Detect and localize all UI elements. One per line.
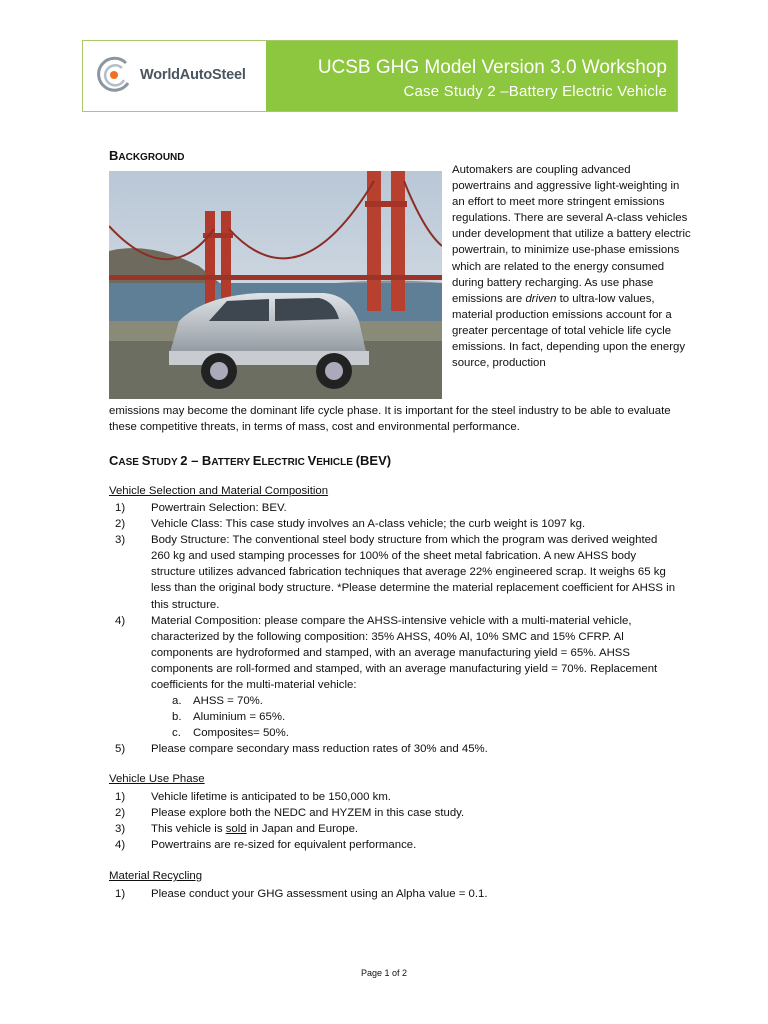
list-item: 3) This vehicle is sold in Japan and Europe. — [115, 823, 359, 836]
list-item: 2) Vehicle Class: This case study involves an A-class vehicle; the curb weight is 1097 kg. — [115, 518, 586, 531]
replacement-coefficients-list — [172, 693, 679, 741]
list-item: 1) Please conduct your GHG assessment using an Alpha value = 0.1. — [115, 888, 488, 900]
sub-list-item: b. Aluminium = 65%. — [172, 711, 286, 724]
section-title-use-phase: Vehicle Use Phase — [109, 773, 205, 785]
list-item: 2) Please explore both the NEDC and HYZEM in this case study. — [115, 807, 465, 820]
list-item: 4) Powertrains are re-sized for equivalent performance. — [115, 839, 417, 852]
background-paragraph-wrap: Automakers are coupling advanced powertrains and aggressive light-weighting in an effort to meet more stringent emissions regulations. There are several A-class vehicles under development that utilize a battery electric powertrain, to minimize use-phase emissions which are related to the energy consumed during battery recharging. As use phase emissions are driven to ultra-low values, material production emissions account for a greater percentage of total vehicle life cycle emissions. In fact, depending upon the energy source, production — [452, 164, 691, 370]
section-title-recycling: Material Recycling — [109, 870, 203, 882]
header-banner — [82, 40, 678, 112]
background-heading: BACKGROUND — [109, 148, 185, 163]
worldautosteel-logo-icon — [94, 55, 134, 95]
list-item: 1) Vehicle lifetime is anticipated to be 150,000 km. — [115, 791, 391, 803]
selection-list — [109, 500, 679, 758]
sub-list-item: c. Composites= 50%. — [172, 727, 289, 740]
header-title: UCSB GHG Model Version 3.0 Workshop — [317, 57, 667, 78]
header-subtitle: Case Study 2 –Battery Electric Vehicle — [403, 83, 667, 100]
list-item: 3) Body Structure: The conventional steel body structure from which the program was derived weighted 260 kg and used stamping processes for 100% of the sheet metal fabrication. A new AHSS body structure utilizes advanced fabrication techniques that average 22% engineered scrap. It weighs 65 kg less than the original body structure. *Please determine the material replacement coefficient for AHSS in this structure. — [115, 534, 676, 611]
list-item: 5) Please compare secondary mass reduction rates of 30% and 45%. — [115, 743, 488, 756]
case-study-heading: CASE STUDY 2 – BATTERY ELECTRIC VEHICLE (BEV) — [109, 453, 392, 468]
logo — [83, 41, 266, 111]
list-item: 4) Material Composition: please compare the AHSS-intensive vehicle with a multi-material vehicle, characterized by the following composition: 35% AHSS, 40% Al, 10% SMC and 15% CFRP. Al components are hydroformed and stamped, with an average manufacturing yield = 65%. AHSS components are roll-formed and stamped, with an average manufacturing yield = 70%. Replacement coefficients for the multi-material vehicle: a. AHSS = 70%. b. Aluminium = 65%. c. Composites= 50%. — [109, 613, 679, 742]
logo-text: WorldAutoSteel — [140, 67, 246, 83]
use-phase-list — [109, 789, 679, 853]
background-paragraph-continued: emissions may become the dominant life cycle phase. It is important for the steel industry to be able to evaluate these competitive threats, in terms of mass, cost and environmental performance. — [109, 405, 671, 434]
recycling-list — [109, 886, 679, 902]
list-item: 1) Powertrain Selection: BEV. — [115, 502, 287, 514]
sub-list-item: a. AHSS = 70%. — [172, 695, 263, 708]
page-number: Page 1 of 2 — [360, 968, 408, 978]
electric-car-golden-gate-photo — [109, 171, 442, 399]
section-title-selection: Vehicle Selection and Material Composition — [109, 485, 329, 497]
